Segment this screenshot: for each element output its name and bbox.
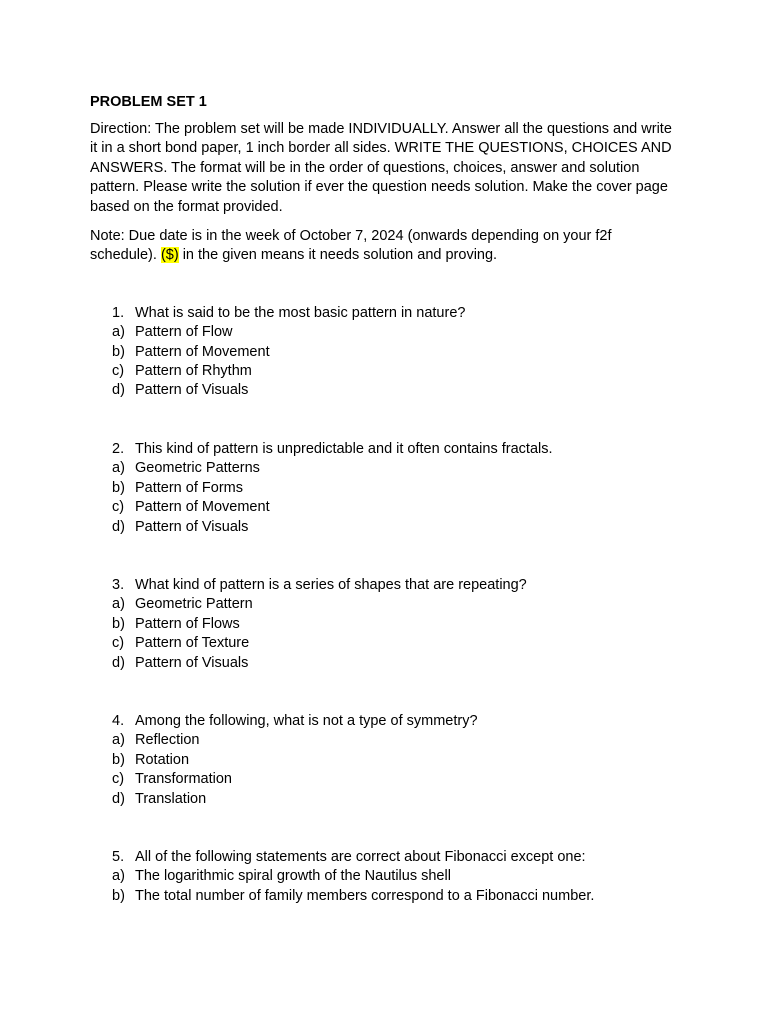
direction-paragraph: Direction: The problem set will be made INDIVIDUALLY. Answer all the questions and write it in a short bond paper, 1 inch border all sides. WRITE THE QUESTIONS, CHOICES AND ANSWERS. The format will be in the order of questions, choices, answer and solution pattern. Please write the solution if ever the question needs solution. Make the cover page based on the format provided.	[90, 121, 672, 215]
question-number: 5.	[112, 848, 125, 865]
question-line	[90, 576, 675, 595]
choice-item	[90, 790, 675, 809]
question-2	[90, 440, 675, 537]
choice-item	[90, 381, 675, 400]
question-text: Among the following, what is not a type of symmetry?	[135, 712, 478, 729]
choice-text: Pattern of Movement	[135, 343, 270, 360]
choice-letter: b)	[112, 479, 125, 496]
question-1	[90, 304, 675, 401]
question-3	[90, 576, 675, 673]
choice-letter: a)	[112, 596, 125, 613]
choice-letter: d)	[112, 382, 125, 399]
question-number: 1.	[112, 304, 125, 321]
choice-letter: a)	[112, 460, 125, 477]
note-text: Note: Due date is in the week of October 7, 2024 (onwards depending on your f2f schedule).	[90, 228, 612, 264]
question-line	[90, 712, 675, 731]
question-number: 3.	[112, 576, 125, 593]
choice-text: Translation	[135, 790, 207, 807]
choice-letter: b)	[112, 343, 125, 360]
document-page	[90, 93, 675, 945]
choice-item	[90, 498, 675, 517]
choice-text: The logarithmic spiral growth of the Nautilus shell	[135, 868, 451, 885]
choice-text: Pattern of Visuals	[135, 382, 249, 399]
question-line	[90, 304, 675, 323]
question-line	[90, 440, 675, 459]
choice-item	[90, 770, 675, 789]
note-paragraph	[90, 227, 675, 266]
choice-letter: c)	[112, 635, 125, 652]
choice-item	[90, 867, 675, 886]
question-5	[90, 848, 675, 906]
choice-text: Pattern of Visuals	[135, 654, 249, 671]
choice-text: Pattern of Texture	[135, 635, 250, 652]
page-title: PROBLEM SET 1	[90, 94, 207, 110]
choice-item	[90, 887, 675, 906]
choice-item	[90, 595, 675, 614]
choice-letter: a)	[112, 868, 125, 885]
note-text-end: in the given means it needs solution and proving.	[178, 247, 498, 264]
choice-letter: c)	[112, 499, 125, 516]
choice-item	[90, 479, 675, 498]
choice-letter: b)	[112, 887, 125, 904]
question-text: This kind of pattern is unpredictable and it often contains fractals.	[135, 440, 553, 457]
choice-text: Geometric Patterns	[135, 460, 260, 477]
question-number: 4.	[112, 712, 125, 729]
choice-letter: b)	[112, 751, 125, 768]
question-text: What is said to be the most basic pattern in nature?	[135, 304, 466, 321]
choice-text: Rotation	[135, 751, 190, 768]
choice-text: The total number of family members correspond to a Fibonacci number.	[135, 887, 595, 904]
choice-letter: d)	[112, 790, 125, 807]
choice-letter: a)	[112, 732, 125, 749]
choice-text: Transformation	[135, 771, 232, 788]
choice-item	[90, 459, 675, 478]
question-number: 2.	[112, 440, 125, 457]
choice-text: Pattern of Rhythm	[135, 363, 252, 380]
choice-item	[90, 634, 675, 653]
choice-text: Pattern of Visuals	[135, 518, 249, 535]
question-line	[90, 848, 675, 867]
choice-item	[90, 323, 675, 342]
choice-item	[90, 751, 675, 770]
choice-text: Pattern of Flows	[135, 615, 240, 632]
question-text: What kind of pattern is a series of shapes that are repeating?	[135, 576, 527, 593]
question-text: All of the following statements are correct about Fibonacci except one:	[135, 848, 586, 865]
choice-letter: b)	[112, 615, 125, 632]
question-list	[90, 304, 675, 906]
choice-text: Reflection	[135, 732, 200, 749]
choice-item	[90, 654, 675, 673]
choice-item	[90, 362, 675, 381]
choice-item	[90, 731, 675, 750]
choice-letter: d)	[112, 654, 125, 671]
choice-letter: c)	[112, 771, 125, 788]
choice-letter: d)	[112, 518, 125, 535]
highlighted-symbol: ($)	[160, 247, 179, 264]
choice-text: Pattern of Forms	[135, 479, 243, 496]
choice-text: Pattern of Flow	[135, 324, 233, 341]
choice-letter: c)	[112, 363, 125, 380]
choice-item	[90, 615, 675, 634]
question-4	[90, 712, 675, 809]
choice-text: Pattern of Movement	[135, 499, 270, 516]
choice-letter: a)	[112, 324, 125, 341]
choice-item	[90, 343, 675, 362]
choice-text: Geometric Pattern	[135, 596, 253, 613]
choice-item	[90, 518, 675, 537]
